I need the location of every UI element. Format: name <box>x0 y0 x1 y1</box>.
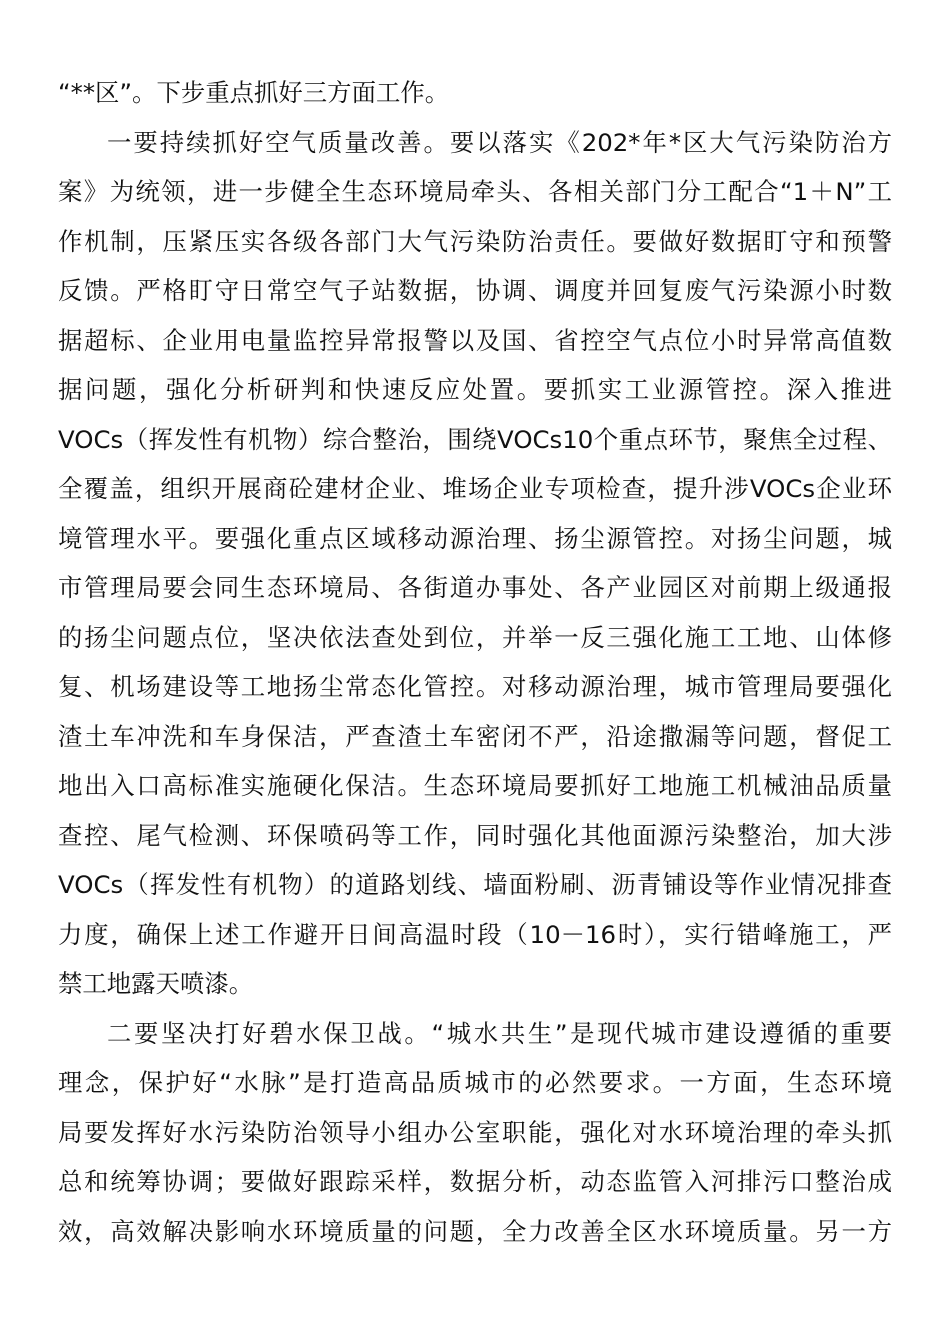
paragraph-start-line: 二要坚决打好碧水保卫战。“城水共生”是现代城市建设遵循的重要 <box>107 1018 892 1048</box>
text-line: 全覆盖，组织开展商砼建材企业、堆场企业专项检查，提升涉VOCs企业环 <box>58 474 892 503</box>
text-line: 力度，确保上述工作避开日间高温时段（10－16时），实行错峰施工，严 <box>58 919 892 949</box>
paragraph-start-line: 一要持续抓好空气质量改善。要以落实《202*年*区大气污染防治方 <box>107 127 892 157</box>
text-line: 据超标、企业用电量监控异常报警以及国、省控空气点位小时异常高值数 <box>58 325 892 355</box>
text-line: 效，高效解决影响水环境质量的问题，全力改善全区水环境质量。另一方 <box>58 1216 892 1246</box>
text-line: 的扬尘问题点位，坚决依法查处到位，并举一反三强化施工工地、山体修 <box>58 622 892 652</box>
text-line: 据问题，强化分析研判和快速反应处置。要抓实工业源管控。深入推进 <box>58 375 892 404</box>
text-line: 渣土车冲洗和车身保洁，严查渣土车密闭不严，沿途撒漏等问题，督促工 <box>58 721 892 751</box>
text-line: 市管理局要会同生态环境局、各街道办事处、各产业园区对前期上级通报 <box>58 573 892 602</box>
paragraph-end-line: 禁工地露天喷漆。 <box>58 969 254 998</box>
text-line: 局要发挥好水污染防治领导小组办公室职能，强化对水环境治理的牵头抓 <box>58 1117 892 1147</box>
text-line: VOCs（挥发性有机物）综合整治，围绕VOCs10个重点环节，聚焦全过程、 <box>58 424 892 454</box>
text-line: 复、机场建设等工地扬尘常态化管控。对移动源治理，城市管理局要强化 <box>58 672 892 701</box>
text-line: 总和统筹协调；要做好跟踪采样，数据分析，动态监管入河排污口整治成 <box>58 1167 892 1196</box>
text-line: 作机制，压紧压实各级各部门大气污染防治责任。要做好数据盯守和预警 <box>58 226 892 256</box>
text-line: 境管理水平。要强化重点区域移动源治理、扬尘源管控。对扬尘问题，城 <box>58 523 892 553</box>
document-body <box>58 68 892 1256</box>
text-line: 地出入口高标准实施硬化保洁。生态环境局要抓好工地施工机械油品质量 <box>58 771 892 800</box>
text-line: 案》为统领，进一步健全生态环境局牵头、各相关部门分工配合“1＋N”工 <box>58 177 892 206</box>
text-line: 反馈。严格盯守日常空气子站数据，协调、调度并回复废气污染源小时数 <box>58 276 892 305</box>
text-line: VOCs（挥发性有机物）的道路划线、墙面粉刷、沥青铺设等作业情况排查 <box>58 870 892 899</box>
text-line: 查控、尾气检测、环保喷码等工作，同时强化其他面源污染整治，加大涉 <box>58 820 892 850</box>
text-line: 理念，保护好“水脉”是打造高品质城市的必然要求。一方面，生态环境 <box>58 1068 892 1097</box>
text-line: “**区”。下步重点抓好三方面工作。 <box>58 78 450 107</box>
